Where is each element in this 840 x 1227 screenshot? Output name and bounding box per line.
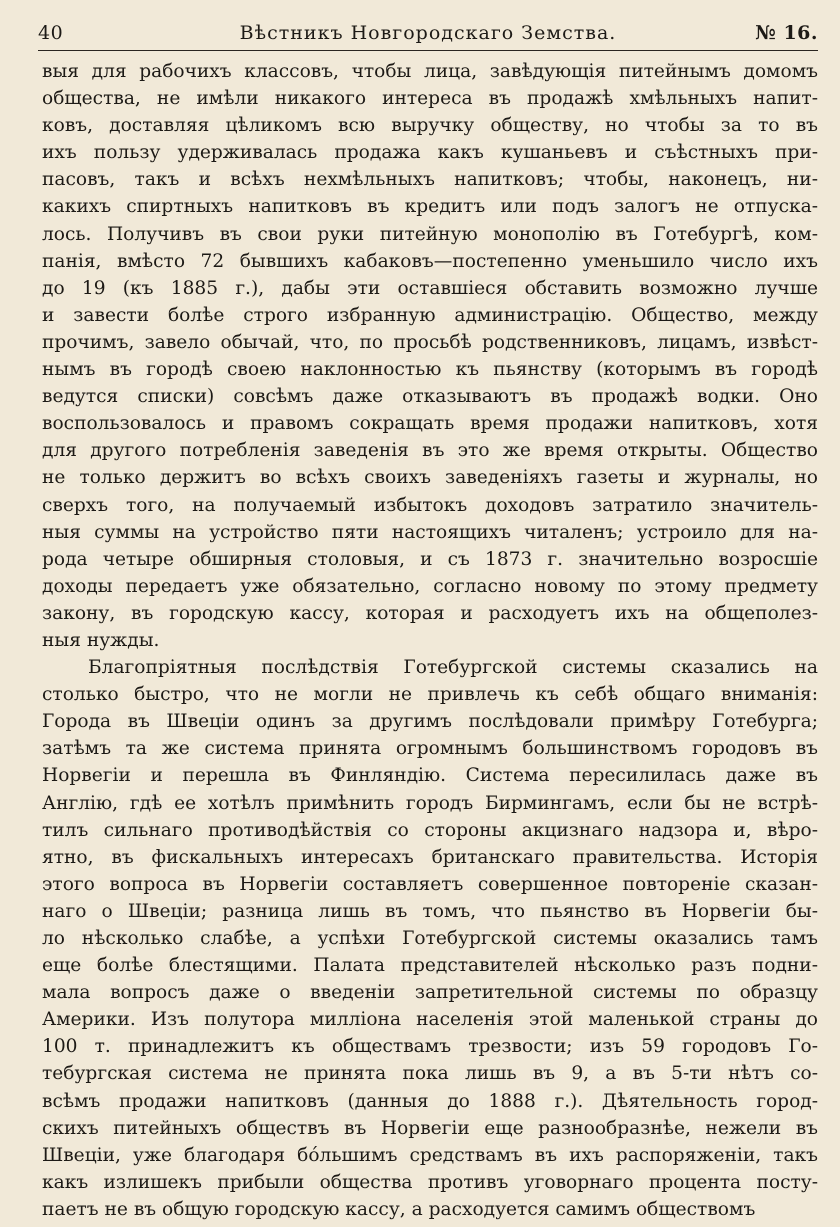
text-line: сверхъ того, на получаемый избытокъ доходовъ затратило значитель- xyxy=(42,494,818,516)
text-line: Города въ Швеціи одинъ за другимъ послѣдовали примѣру Готебурга; xyxy=(42,711,818,733)
text-line: прочимъ, завело обычай, что, по просьбѣ родственниковъ, лицамъ, извѣст- xyxy=(42,331,818,353)
text-line: тилъ сильнаго противодѣйствія со стороны акцизнаго надзора и, вѣро- xyxy=(42,819,818,841)
text-line: мала вопросъ даже о введеніи запретительной системы по образцу xyxy=(42,982,818,1004)
body-text xyxy=(42,58,818,1223)
paragraph xyxy=(42,58,818,654)
text-line: рода четыре обширныя столовыя, и съ 1873 г. значительно возросшіе xyxy=(42,548,818,570)
text-line: до 19 (къ 1885 г.), дабы эти оставшіеся обставить возможно лучше xyxy=(42,277,818,299)
text-line: наго о Швеціи; разница лишь въ томъ, что пьянство въ Норвегіи бы- xyxy=(42,900,818,922)
text-line: ведутся списки) совсѣмъ даже отказываютъ въ продажѣ водки. Оно xyxy=(42,386,818,408)
journal-title: Вѣстникъ Новгородскаго Земства. xyxy=(239,22,617,44)
text-line: закону, въ городскую кассу, которая и расходуетъ ихъ на общеполез- xyxy=(42,602,818,624)
header-rule xyxy=(38,50,818,51)
text-line: затѣмъ та же система принята огромнымъ большинствомъ городовъ въ xyxy=(42,738,818,760)
paragraph xyxy=(42,654,818,1223)
text-line: и завести болѣе строго избранную администрацію. Общество, между xyxy=(42,304,818,326)
text-line: панія, вмѣсто 72 бывшихъ кабаковъ—постепенно уменьшило число ихъ xyxy=(42,250,818,272)
text-line: паетъ не въ общую городскую кассу, а расходуется самимъ обществомъ xyxy=(42,1198,756,1220)
text-line: доходы передаетъ уже обязательно, согласно новому по этому предмету xyxy=(42,575,818,597)
text-line: для другого потребленія заведенія въ это же время открыты. Общество xyxy=(42,440,818,462)
text-line: Благопріятныя послѣдствія Готебургской системы сказались на xyxy=(88,657,818,679)
text-line: общества, не имѣли никакого интереса въ продажѣ хмѣльныхъ напит- xyxy=(42,88,818,110)
running-header xyxy=(38,18,818,48)
text-line: Швеціи, уже благодаря бóльшимъ средствамъ въ ихъ распоряженіи, такъ xyxy=(42,1144,818,1166)
text-line: всѣмъ продажи напитковъ (данныя до 1888 г.). Дѣятельность город- xyxy=(42,1090,818,1112)
text-line: столько быстро, что не могли не привлечь къ себѣ общаго вниманія: xyxy=(42,684,818,706)
text-line: пасовъ, такъ и всѣхъ нехмѣльныхъ напитковъ; чтобы, наконецъ, ни- xyxy=(42,169,818,191)
text-line: ихъ пользу удерживалась продажа какъ кушаньевъ и съѣстныхъ при- xyxy=(42,142,818,164)
text-line: ло нѣсколько слабѣе, а успѣхи Готебургской системы оказались тамъ xyxy=(42,928,818,949)
issue-number: № 16. xyxy=(755,22,818,44)
text-line: Норвегіи и перешла въ Финляндію. Система пересилилась даже въ xyxy=(42,765,818,787)
text-line: не только держитъ во всѣхъ своихъ заведеніяхъ газеты и журналы, но xyxy=(42,467,818,489)
text-line: Америки. Изъ полутора милліона населенія этой маленькой страны до xyxy=(42,1009,818,1031)
text-line: скихъ питейныхъ обществъ въ Норвегіи еще разнообразнѣе, нежели въ xyxy=(42,1117,818,1139)
text-line: Англію, гдѣ ее хотѣлъ примѣнить городъ Бирмингамъ, если бы не встрѣ- xyxy=(42,792,818,814)
text-line: ятно, въ фискальныхъ интересахъ британскаго правительства. Исторія xyxy=(42,846,818,868)
text-line: какихъ спиртныхъ напитковъ въ кредитъ или подъ залогъ не отпуска- xyxy=(42,196,818,218)
text-line: выя для рабочихъ классовъ, чтобы лица, завѣдующія питейнымъ домомъ xyxy=(42,61,818,82)
text-line: ковъ, доставляя цѣликомъ всю выручку обществу, но чтобы за то въ xyxy=(42,115,818,137)
text-line: ныя суммы на устройство пяти настоящихъ читаленъ; устроило для на- xyxy=(42,521,818,543)
text-line: тебургская система не принята пока лишь въ 9, а въ 5-ти нѣтъ со- xyxy=(42,1063,818,1085)
page-number: 40 xyxy=(38,22,64,44)
text-line: этого вопроса въ Норвегіи составляетъ совершенное повтореніе сказан- xyxy=(42,873,818,895)
text-line: лось. Получивъ въ свои руки питейную монополію въ Готебургѣ, ком- xyxy=(42,223,818,245)
text-line: нымъ въ городѣ своею наклонностью къ пьянству (которымъ въ городѣ xyxy=(42,359,818,381)
text-line: ныя нужды. xyxy=(42,629,160,651)
text-line: какъ излишекъ прибыли общества противъ уговорнаго процента посту- xyxy=(42,1171,818,1193)
text-line: воспользовалось и правомъ сокращать время продажи напитковъ, хотя xyxy=(42,413,818,435)
text-line: 100 т. принадлежитъ къ обществамъ трезвости; изъ 59 городовъ Го- xyxy=(42,1036,818,1058)
text-line: еще болѣе блестящими. Палата представителей нѣсколько разъ подни- xyxy=(42,955,818,977)
